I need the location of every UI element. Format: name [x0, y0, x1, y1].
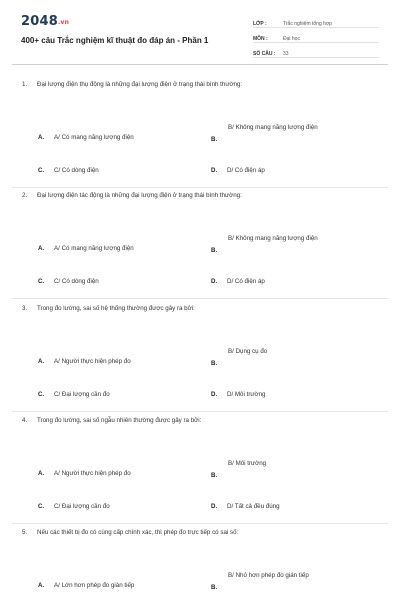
option-d[interactable] [211, 391, 265, 398]
option-letter: B. [211, 360, 218, 367]
option-letter: A. [38, 134, 45, 141]
option-c[interactable] [38, 167, 99, 174]
option-letter: A. [38, 245, 45, 252]
option-letter: C. [38, 391, 45, 398]
question-prompt: Trong đo lường, sai số ngẫu nhiên thường được gây ra bởi: [37, 417, 202, 424]
option-d[interactable] [211, 503, 280, 510]
option-text: D/ Môi trường [227, 391, 266, 398]
document-meta [253, 13, 379, 58]
option-d[interactable] [211, 278, 265, 285]
option-d[interactable] [211, 167, 265, 174]
option-b-text[interactable]: B/ Nhỏ hơn phép đo gián tiếp [228, 572, 309, 579]
header-divider [12, 64, 388, 65]
option-text: A/ Người thực hiện phép đo [54, 358, 131, 365]
option-letter: D. [211, 391, 218, 398]
question-number: 2. [22, 192, 28, 199]
option-text: C/ Có dòng điện [54, 167, 99, 174]
question-number: 5. [22, 529, 28, 536]
option-a[interactable] [38, 358, 131, 365]
option-text: A/ Có mang năng lượng điện [54, 134, 134, 141]
question-prompt: Đại lượng điện thụ động là những đại lượng điện ở trạng thái bình thường: [37, 81, 243, 88]
option-c[interactable] [38, 503, 110, 510]
option-b-text[interactable]: B/ Không mang năng lượng điện [228, 235, 318, 242]
question-text [22, 192, 242, 199]
option-letter: A. [38, 470, 45, 477]
question-text [22, 529, 238, 536]
question-item [0, 529, 400, 600]
option-b-text[interactable]: B/ Không mang năng lượng điện [228, 124, 318, 131]
logo-main: 2048 [21, 14, 58, 29]
option-a[interactable] [38, 134, 134, 141]
question-text [22, 417, 201, 424]
option-a[interactable] [38, 582, 134, 589]
option-text: D/ Tất cả đều đúng [227, 503, 280, 510]
meta-value: 33 [283, 51, 289, 57]
meta-row-subject [253, 28, 379, 43]
option-letter: B. [211, 472, 218, 479]
question-number: 1. [22, 81, 28, 88]
option-b[interactable] [211, 360, 227, 367]
option-b-text[interactable]: B/ Môi trường [228, 460, 267, 467]
meta-key: SỐ CÂU : [253, 51, 276, 57]
question-item [0, 417, 400, 532]
option-text: C/ Đại lượng cần đo [54, 503, 110, 510]
option-letter: B. [211, 584, 218, 591]
question-item [0, 192, 400, 307]
option-letter: C. [38, 278, 45, 285]
meta-value: Đại học [283, 36, 300, 42]
option-letter: B. [211, 247, 218, 254]
question-divider [12, 298, 388, 299]
option-letter: C. [38, 503, 45, 510]
meta-key: LỚP : [253, 21, 267, 27]
option-c[interactable] [38, 391, 110, 398]
option-text: A/ Lớn hơn phép đo gián tiếp [54, 582, 135, 589]
question-prompt: Nếu các thiết bị đo có cùng cấp chính xác, thì phép đo trực tiếp có sai số: [37, 529, 239, 536]
option-letter: C. [38, 167, 45, 174]
question-prompt: Đại lượng điện tác động là những đại lượng điện ở trạng thái bình thường: [37, 192, 242, 199]
option-letter: A. [38, 358, 45, 365]
option-text: A/ Người thực hiện phép đo [54, 470, 131, 477]
option-letter: A. [38, 582, 45, 589]
meta-row-count [253, 43, 379, 58]
document-title: 400+ câu Trắc nghiệm kĩ thuật đo đáp án - Phần 1 [21, 36, 209, 45]
option-b[interactable] [211, 584, 227, 591]
option-text: D/ Có điện áp [227, 167, 265, 174]
option-b[interactable] [211, 136, 227, 143]
option-letter: D. [211, 278, 218, 285]
option-text: C/ Đại lượng cần đo [54, 391, 110, 398]
question-divider [12, 411, 388, 412]
option-text: D/ Có điện áp [227, 278, 265, 285]
logo-suffix: .vn [57, 19, 70, 26]
question-text [22, 305, 195, 312]
question-number: 3. [22, 305, 28, 312]
question-item [0, 81, 400, 196]
meta-key: MÔN : [253, 36, 268, 42]
option-b[interactable] [211, 247, 227, 254]
option-letter: D. [211, 503, 218, 510]
meta-row-class [253, 13, 379, 28]
option-a[interactable] [38, 470, 131, 477]
option-c[interactable] [38, 278, 99, 285]
option-letter: D. [211, 167, 218, 174]
question-text [22, 81, 242, 88]
option-a[interactable] [38, 245, 134, 252]
site-logo[interactable] [21, 14, 69, 29]
option-b-text[interactable]: B/ Dụng cụ đo [228, 348, 268, 355]
question-divider [12, 187, 388, 188]
question-number: 4. [22, 417, 28, 424]
question-divider [12, 523, 388, 524]
option-letter: B. [211, 136, 218, 143]
question-prompt: Trong đo lường, sai số hệ thống thường được gây ra bởi: [37, 305, 195, 312]
question-item [0, 305, 400, 420]
option-b[interactable] [211, 472, 227, 479]
option-text: A/ Có mang năng lượng điện [54, 245, 134, 252]
option-text: C/ Có dòng điện [54, 278, 99, 285]
meta-value: Trắc nghiệm tổng hợp [283, 21, 332, 27]
